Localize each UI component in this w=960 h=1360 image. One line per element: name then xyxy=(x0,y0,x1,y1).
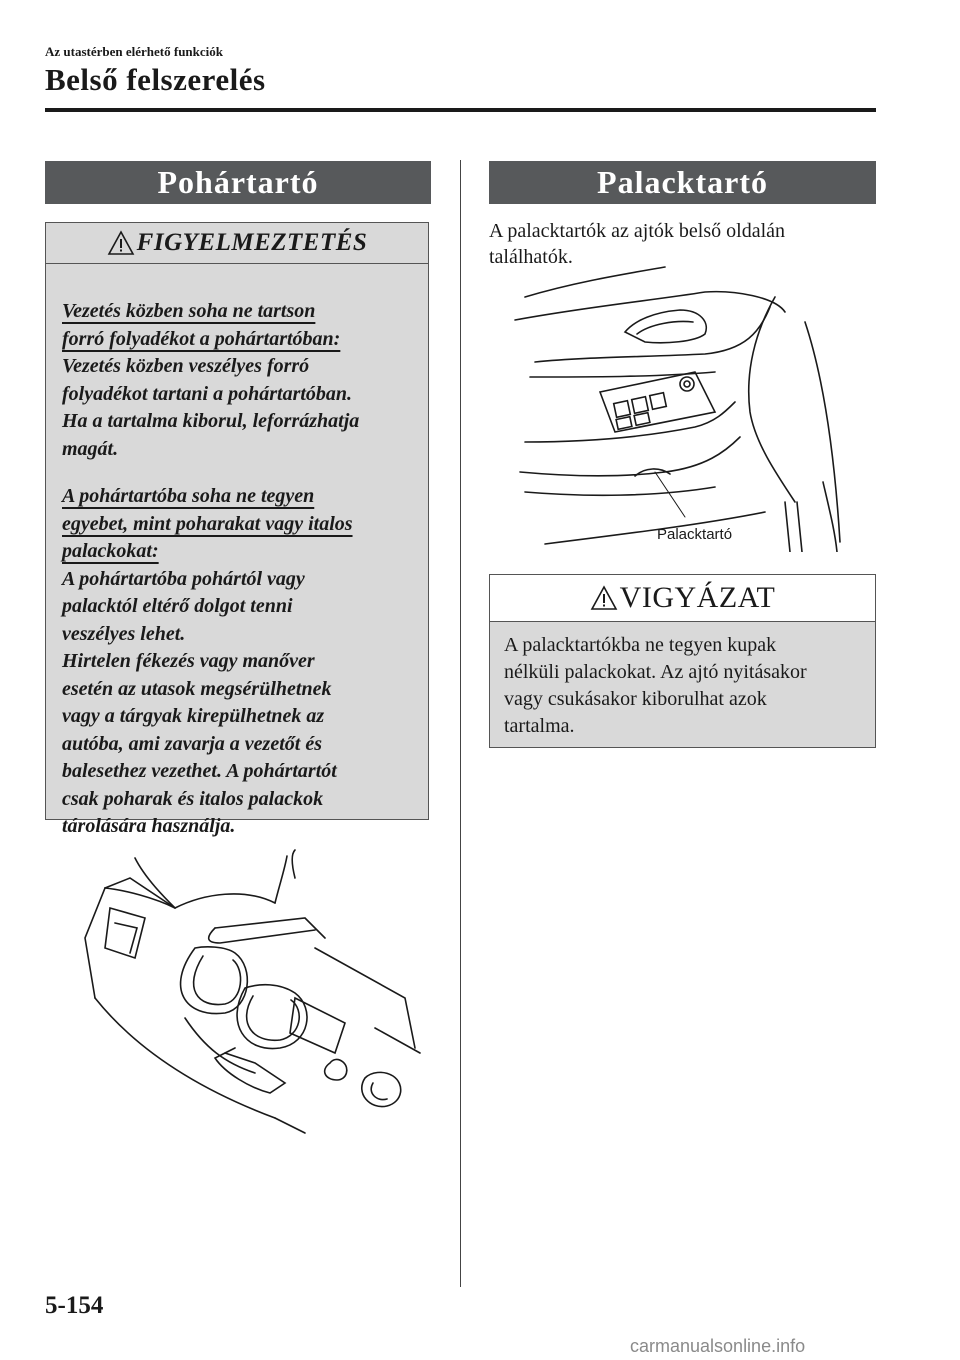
intro-line: A palacktartók az ajtók belső oldalán xyxy=(489,220,786,242)
warning-triangle-icon xyxy=(107,230,135,256)
warning-line: Hirtelen fékezés vagy manőver xyxy=(62,650,315,672)
figure-label: Palacktartó xyxy=(657,526,733,543)
warning-line: tárolására használja. xyxy=(62,815,236,837)
warning-line: forró folyadékot a pohártartóban: xyxy=(62,327,341,350)
section-subtitle: Az utastérben elérhető funkciók xyxy=(45,44,224,59)
warning-line: veszélyes lehet. xyxy=(62,622,186,645)
caution-header xyxy=(490,575,875,622)
bottle-holder-illustration xyxy=(505,262,850,552)
caution-title: VIGYÁZAT xyxy=(619,581,776,614)
cupholder-illustration xyxy=(75,848,425,1138)
warning-line: Ha a tartalma kiborul, leforrázhatja xyxy=(62,410,360,432)
warning-header xyxy=(46,223,428,264)
caution-box xyxy=(489,574,876,748)
heading-cupholder: Pohártartó xyxy=(45,161,431,204)
warning-title: FIGYELMEZTETÉS xyxy=(136,229,368,256)
intro-line: találhatók. xyxy=(489,246,573,268)
caution-line: tartalma. xyxy=(504,715,575,737)
heading-bottle-holder: Palacktartó xyxy=(489,161,876,204)
warning-line: Vezetés közben soha ne tartson xyxy=(62,300,316,322)
warning-line: palacktól eltérő dolgot tenni xyxy=(62,595,293,617)
title-rule xyxy=(45,108,876,112)
caution-line: A palacktartókba ne tegyen kupak xyxy=(504,634,777,656)
caution-triangle-icon xyxy=(590,585,618,611)
warning-line: magát. xyxy=(62,437,119,460)
page-number: 5-154 xyxy=(45,1292,104,1319)
warning-line: esetén az utasok megsérülhetnek xyxy=(62,677,332,700)
warning-line: vagy a tárgyak kirepülhetnek az xyxy=(62,705,325,727)
warning-line: egyebet, mint poharakat vagy italos xyxy=(62,512,353,535)
page-title: Belső felszerelés xyxy=(45,62,266,97)
watermark: carmanualsonline.info xyxy=(630,1336,806,1356)
warning-box xyxy=(45,222,429,837)
warning-line: A pohártartóba soha ne tegyen xyxy=(62,485,315,507)
warning-line: balesethez vezethet. A pohártartót xyxy=(62,760,337,782)
warning-line: autóba, ami zavarja a vezetőt és xyxy=(62,732,322,755)
caution-line: vagy csukásakor kiborulhat azok xyxy=(504,688,767,710)
warning-line: folyadékot tartani a pohártartóban. xyxy=(62,382,353,405)
warning-body xyxy=(46,264,428,841)
warning-line: csak poharak és italos palackok xyxy=(62,787,324,810)
caution-body xyxy=(490,622,875,740)
warning-line: palackokat: xyxy=(62,540,159,562)
column-divider xyxy=(460,160,461,1287)
caution-line: nélküli palackokat. Az ajtó nyitásakor xyxy=(504,661,807,683)
warning-line: Vezetés közben veszélyes forró xyxy=(62,355,310,377)
warning-line: A pohártartóba pohártól vagy xyxy=(62,567,305,590)
